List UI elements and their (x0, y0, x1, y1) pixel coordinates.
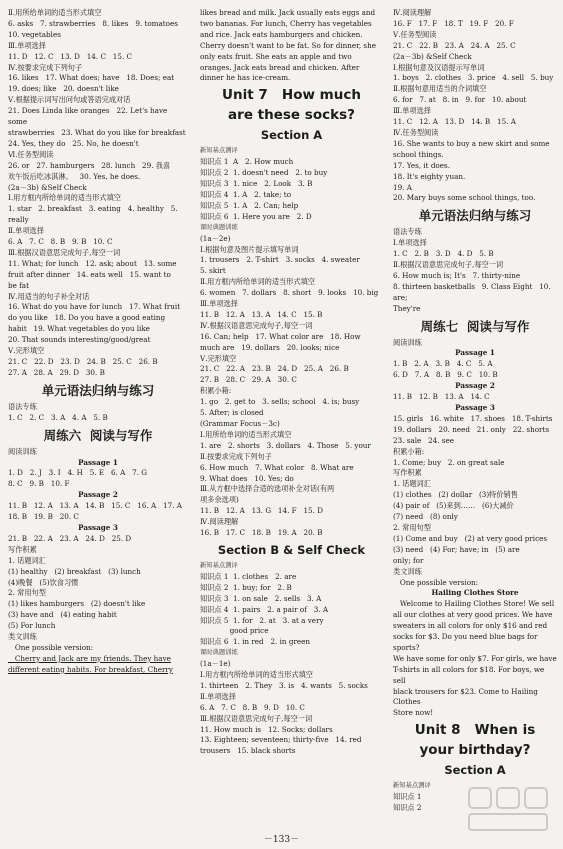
answer-line: They're (393, 303, 421, 313)
answer-line: trousers 15. black shorts (200, 746, 296, 756)
answer-line: 1. thirteen 2. They 3. is 4. wants 5. socks (200, 680, 368, 690)
answer-line: only; for (393, 555, 424, 565)
answer-line: Welcome to Hailing Clothes Store! We sell (393, 599, 555, 609)
answer-line: 11. How much is 12. Socks; dollars (200, 724, 333, 734)
answer-line: T-shirts in all colors for $18. For boys, we sell (393, 664, 547, 685)
underlined-line: different eating habits. For breakfast, Cherry (8, 664, 173, 674)
answer-line: Store now! (393, 708, 434, 718)
middle-column (200, 8, 383, 757)
answer-line: (3) need (4) For; have; in (5) are (393, 544, 520, 554)
answer-line: 积累小箱: (200, 386, 232, 396)
answer-line: 知识点 6 1. in red 2. in green (200, 637, 311, 647)
passage-label: Passage 3 (78, 522, 118, 532)
answer-line: fruit after dinner 14. eats well 15. want to (8, 269, 171, 279)
answer-line: Ⅱ.用所给单词的适当形式填空 (8, 8, 102, 17)
answer-line: 欢午饭后吃冰淇淋。 30. Yes, he does. (8, 171, 141, 181)
answer-line: 20. That sounds interesting/good/great (8, 335, 151, 345)
answer-line: 1. boys 2. clothes 3. price 4. sell 5. buy (393, 73, 554, 83)
subheading: 课时典题训练 (200, 649, 238, 657)
answer-line: 写作积累 (8, 544, 37, 554)
answer-line: (Grammar Focus－3c) (200, 419, 280, 428)
answer-line: Ⅳ.阅读理解 (393, 8, 432, 17)
answer-line: 语法专练 (393, 227, 422, 237)
answer-line: (7) need (8) only (393, 512, 458, 522)
answer-line: 17. Yes, it does. (393, 160, 450, 170)
page-number: －133－ (263, 835, 300, 845)
answer-line: 1. Come; buy 2. on great sale (393, 457, 505, 467)
answer-line: habit 19. What vegetables do you like (8, 324, 150, 334)
answer-line: 写作积累 (393, 468, 422, 478)
section-title: Section A (260, 128, 323, 143)
right-column (393, 8, 557, 814)
answer-line: 知识点 5 1. for 2. at 3. at a very (200, 615, 324, 625)
answer-line: Cherry doesn't want to be fat. So for dinner, she (200, 40, 376, 50)
answer-line: 知识点 4 1. pairs 2. a pair of 3. A (200, 604, 329, 614)
answer-line: 1. B 2. A 3. B 4. C 5. A (393, 359, 493, 369)
section-heading: 周练六 阅读与写作 (43, 427, 153, 443)
section-heading: 周练七 阅读与写作 (420, 318, 530, 334)
answer-line: 知识点 2 1. buy; for 2. B (200, 582, 292, 592)
answer-line: 16. B 17. C 18. B 19. A 20. B (200, 528, 323, 538)
answer-line: (1) likes hamburgers (2) doesn't like (8, 599, 146, 609)
answer-line: 11. D 12. C 13. D 14. C 15. C (8, 51, 133, 61)
answer-line: Ⅰ.用所给单词的适当形式填空 (200, 429, 292, 439)
answer-line: Ⅱ.按要求完成下列句子 (200, 451, 272, 461)
answer-line: 阅读训练 (393, 337, 422, 347)
passage-label: Passage 2 (455, 381, 495, 391)
section-heading: 单元语法归纳与练习 (418, 208, 532, 224)
answer-line: One possible version: (8, 642, 94, 652)
answer-line: Ⅲ.单项选择 (200, 299, 238, 309)
answer-line: likes bread and milk. Jack usually eats eggs and (200, 8, 376, 17)
answer-line: 2. 常用句型 (393, 522, 431, 532)
answer-line: 18. It's eighty yuan. (393, 171, 466, 181)
passage-label: Passage 1 (78, 457, 118, 467)
answer-line: 1. trousers 2. T-shirt 3. socks 4. sweater (200, 255, 360, 265)
answer-line: 11. What; for lunch 12. ask; about 13. some (8, 258, 177, 268)
underlined-line: Cherry and Jack are my friends. They have (8, 653, 171, 663)
answer-line: 知识点 5 1. A 2. Can; help (200, 200, 299, 210)
passage-label: Passage 3 (455, 403, 495, 412)
answer-line: 2. 常用句型 (8, 588, 46, 598)
answer-line: 知识点 1 A 2. How much (200, 157, 294, 167)
answer-line: sweaters in all colors for only $16 and red (393, 621, 548, 631)
answer-line: do you like 18. Do you have a good eating (8, 313, 166, 323)
answer-line: much are 19. dollars 20. looks; nice (200, 342, 340, 352)
answer-line: 11. B 12. A 13. G 14. F 15. D (200, 506, 323, 516)
answer-line: Ⅴ.完形填空 (8, 346, 45, 356)
watermark-logo-icon (463, 782, 553, 836)
answer-line: 11. B 12. A 13. A 14. B 15. C 16. A 17. A (8, 501, 182, 511)
answer-line: Ⅲ.根据汉语意思完成句子,每空一词 (200, 713, 313, 723)
answer-line: 27. B 28. C 29. A 30. C (200, 375, 297, 385)
section-title: Section A (444, 763, 506, 778)
answer-line: 知识点 2 1. doesn't need 2. to buy (200, 168, 328, 178)
answer-line: 6. for 7. at 8. in 9. for 10. about (393, 95, 527, 105)
answer-line: school things. (393, 149, 444, 159)
answer-line: (1) healthy (2) breakfast (3) lunch (8, 566, 141, 576)
answer-line: Ⅳ.阅读理解 (200, 517, 239, 527)
answer-line: 1. C 2. C 3. A 4. A 5. B (8, 412, 108, 422)
answer-line: 6. women 7. dollars 8. short 9. looks 10. big (200, 288, 379, 298)
answer-line: 语法专练 (8, 401, 37, 411)
answer-line: 8. C 9. B 10. F (8, 479, 70, 489)
answer-line: black trousers for $23. Come to Hailing Clothes (393, 686, 541, 707)
answer-line: 19. A (393, 182, 412, 192)
answer-line: 11. B 12. A 13. A 14. C 15. B (200, 309, 323, 319)
answer-line: 26. or 27. hamburgers 28. lunch 29. 我喜 (8, 160, 171, 170)
answer-line: 1. C 2. B 3. D 4. D 5. B (393, 249, 494, 259)
answer-line: socks for $3. Do you need blue bags for sports? (393, 632, 540, 652)
answer-line: (1a－1e) (200, 659, 231, 669)
answer-line: Ⅳ.任务型阅读 (393, 127, 439, 137)
answer-line: 16. She wants to buy a new skirt and some (393, 138, 550, 148)
answer-line: 19. does; like 20. doesn't like (8, 84, 119, 94)
answer-line: all our clothes at very good prices. We have (393, 610, 553, 620)
answer-line: Ⅲ.单项选择 (8, 40, 46, 50)
answer-line: 知识点 4 1. A 2. take; to (200, 189, 292, 199)
answer-line: 1. go 2. get to 3. sells; school 4. is; busy (200, 397, 360, 407)
answer-line: 1. 话题词汇 (8, 555, 46, 565)
answer-line: 11. C 12. A 13. D 14. B 15. A (393, 117, 516, 127)
answer-line: Ⅴ.根据提示词写出问句或答语完成对话 (8, 95, 131, 105)
answer-line: Ⅱ.根据汉语意思完成句子,每空一词 (393, 260, 504, 270)
answer-line: 21. B 22. A 23. A 24. D 25. D (8, 533, 132, 543)
answer-line: Ⅰ.单项选择 (393, 238, 427, 248)
answer-line: Ⅵ.任务型阅读 (8, 149, 54, 159)
answer-line: 知识点 6 1. Here you are 2. D (200, 211, 312, 221)
unit-title: are these socks? (228, 107, 355, 124)
answer-line: good price (200, 626, 269, 636)
answer-line: 类文训练 (393, 566, 422, 576)
subheading: 新知基点测评 (393, 782, 431, 790)
answer-line: (4)晚餐 (5)饮食习惯 (8, 577, 79, 587)
answer-line: be fat (8, 280, 29, 290)
section-heading: 单元语法归纳与练习 (41, 382, 155, 398)
answer-line: 阅读训练 (8, 446, 37, 456)
answer-line: (4) pair of (5)来到…… (6)大减价 (393, 501, 514, 511)
answer-line: 24. Yes, they do 25. No, he doesn't (8, 138, 139, 148)
left-column (8, 8, 188, 676)
passage-label: Passage 1 (455, 348, 495, 358)
answer-line: 知识点 3 1. on sale 2. sells 3. A (200, 593, 322, 603)
answer-line: Ⅳ.按要求完成下列句子 (8, 62, 83, 72)
answer-line: We have some for only $7. For girls, we have (393, 653, 557, 663)
answer-line: 15. girls 16. white 17. shoes 18. T-shirts (393, 413, 553, 423)
answer-line: 19. dollars 20. need 21. only 22. shorts (393, 424, 550, 434)
answer-line: 6. A 7. C 8. B 9. D 10. C (200, 702, 305, 712)
answer-line: 1. 话题词汇 (393, 479, 431, 489)
unit-title: Unit 7 How much (222, 87, 361, 104)
answer-line: 积累小箱: (393, 446, 425, 456)
answer-line: (2a－3b) &Self Check (393, 51, 472, 61)
answer-line: Ⅲ.单项选择 (393, 106, 431, 116)
answer-line: 1. are 2. shorts 3. dollars 4. Those 5. your (200, 440, 371, 450)
answer-line: 知识点 3 1. nice 2. Look 3. B (200, 179, 313, 189)
answer-line: 18. B 19. B 20. C (8, 512, 79, 522)
answer-line: 21. C 22. B 23. A 24. A 25. C (393, 40, 516, 50)
answer-line: 类文训练 (8, 632, 37, 642)
answer-line: Ⅱ.单项选择 (8, 226, 44, 236)
answer-line: 8. thirteen basketballs 9. Class Eight 10. are; (393, 281, 553, 302)
answer-line: 21. C 22. D 23. D 24. B 25. C 26. B (8, 357, 158, 366)
subheading: 新知基点测评 (200, 561, 238, 569)
answer-line: Ⅳ.用适当的句子补全对话 (8, 291, 90, 301)
answer-line: Ⅰ.用方框内所给单词的适当形式填空 (200, 670, 313, 680)
answer-line: Ⅰ.根据句意及汉语提示写单词 (393, 62, 485, 72)
answer-line: (2a－3b) &Self Check (8, 182, 87, 192)
store-title: Hailing Clothes Store (431, 588, 519, 598)
answer-line: 27. A 28. A 29. D 30. B (8, 367, 105, 377)
answer-line: 23. sale 24. see (393, 435, 455, 445)
subheading: 课时典题训练 (200, 223, 238, 231)
answer-line: only eats fruit. She eats an apple and two (200, 51, 352, 61)
answer-line: One possible version: (393, 577, 479, 587)
answer-line: 1. star 2. breakfast 3. eating 4. healthy 5. really (8, 204, 180, 225)
unit-title: Unit 8 When is (414, 722, 536, 739)
answer-line: 5. skirt (200, 266, 226, 276)
answer-line: 5. After; is closed (200, 408, 264, 418)
answer-line: Ⅱ.根据句意用适当的介词填空 (393, 84, 487, 94)
answer-line: 9. What does 10. Yes; do (200, 473, 294, 483)
answer-line: (1) clothes (2) dollar (3)特价销售 (393, 490, 518, 500)
answer-line: 6. D 7. A 8. B 9. C 10. B (393, 370, 498, 380)
answer-line: 16. F 17. F 18. T 19. F 20. F (393, 18, 514, 28)
answer-line: 项多余选项) (200, 495, 239, 505)
passage-label: Passage 2 (78, 490, 118, 500)
answer-line: 6. How much 7. What color 8. What are (200, 462, 354, 472)
answer-line: 知识点 1 1. clothes 2. are (200, 571, 297, 581)
answer-line: Ⅴ.任务型阅读 (393, 29, 437, 39)
answer-line: 1. D 2. J 3. I 4. H 5. E 6. A 7. G (8, 468, 148, 478)
answer-line: strawberries 23. What do you like for breakfast (8, 127, 186, 137)
answer-line: 16. likes 17. What does; have 18. Does; eat (8, 73, 175, 83)
answer-line: Ⅲ.从方框中选择合适的选项补全对话(有两 (200, 484, 335, 494)
answer-line: 10. vegetables (8, 29, 61, 39)
answer-line: oranges. Jack eats bread and chicken. After (200, 62, 360, 72)
answer-line: 知识点 2 (393, 803, 422, 813)
answer-line: Ⅰ.根据句意及图片提示填写单词 (200, 244, 299, 254)
answer-line: Ⅱ.用方框内所给单词的适当形式填空 (200, 277, 315, 287)
answer-line: two bananas. For lunch, Cherry has vegetables (200, 18, 372, 28)
answer-line: 11. B 12. B 13. A 14. C (393, 392, 490, 402)
answer-line: (5) For lunch (8, 621, 56, 631)
answer-line: Ⅳ.根据汉语意思完成句子,每空一词 (200, 320, 313, 330)
answer-line: Ⅲ.根据汉语意思完成句子,每空一词 (8, 247, 121, 257)
answer-line: and rice. Jack eats hamburgers and chicken. (200, 29, 363, 39)
answer-line: 6. asks 7. strawberries 8. likes 9. tomatoes (8, 18, 178, 28)
answer-line: 16. What do you have for lunch 17. What fruit (8, 302, 181, 312)
answer-line: 6. How much is; It's 7. thirty-nine (393, 270, 521, 280)
answer-line: 16. Can; help 17. What color are 18. How (200, 331, 361, 341)
answer-line: 21. C 22. A 23. B 24. D 25. A 26. B (200, 364, 349, 374)
answer-line: 20. Mary buys some school things, too. (393, 193, 536, 203)
answer-line: 6. A 7. C 8. B 9. B 10. C (8, 237, 113, 247)
answer-line: (1) Come and buy (2) at very good prices (393, 533, 548, 543)
subheading: 新知基点测评 (200, 147, 238, 155)
answer-line: (1a－2e) (200, 233, 231, 243)
answer-line: 知识点 1 (393, 792, 422, 802)
answer-line: (3) have and (4) eating habit (8, 610, 117, 620)
answer-line: Ⅰ.用方框内所给单词的适当形式填空 (8, 193, 121, 203)
unit-title: your birthday? (419, 742, 531, 759)
answer-line: Ⅱ.单项选择 (200, 691, 236, 701)
section-title: Section B & Self Check (217, 542, 366, 557)
answer-line: dinner he has ice-cream. (200, 73, 291, 83)
answer-line: Ⅴ.完形填空 (200, 353, 237, 363)
answer-line: 21. Does Linda like oranges 22. Let's have some (8, 106, 170, 127)
answer-line: 13. Eighteen; seventeen; thirty-five 14. red (200, 735, 362, 745)
